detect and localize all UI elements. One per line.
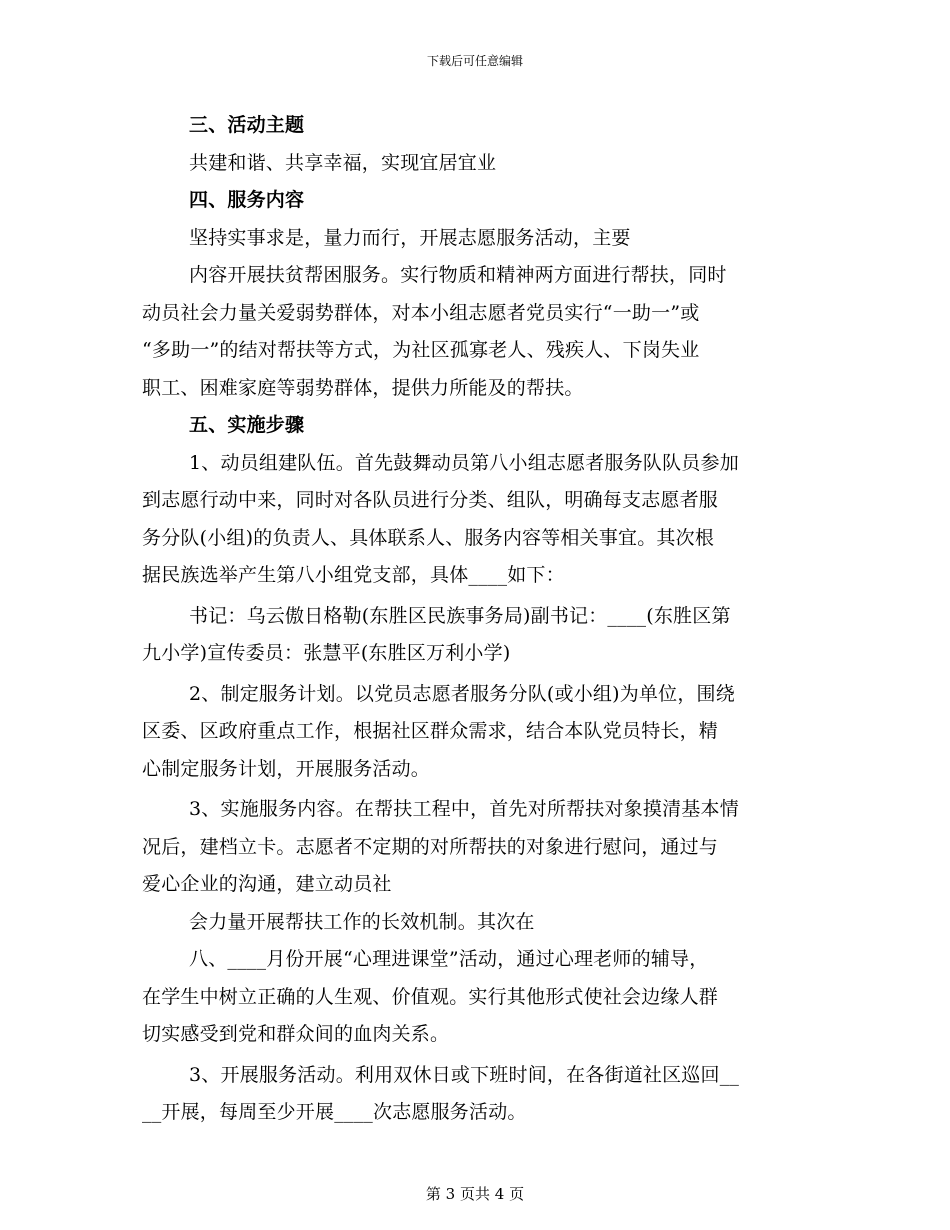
paragraph-line: 区委、区政府重点工作，根据社区群众需求，结合本队党员特长，精 <box>142 720 719 742</box>
paragraph-line: 动员社会力量关爱弱势群体，对本小组志愿者党员实行“一助一”或 <box>142 301 700 324</box>
paragraph-line: 爱心企业的沟通，建立动员社 <box>142 873 392 895</box>
paragraph-line: __开展，每周至少开展____次志愿服务活动。 <box>142 1101 527 1123</box>
paragraph-line: 3、实施服务内容。在帮扶工程中，首先对所帮扶对象摸清基本情 <box>189 798 739 820</box>
paragraph-line: 据民族选举产生第八小组党支部，具体____如下： <box>142 564 565 586</box>
paragraph-line: 务分队(小组)的负责人、具体联系人、服务内容等相关事宜。其次根 <box>142 526 715 549</box>
paragraph-line: 1、动员组建队伍。首先鼓舞动员第八小组志愿者服务队队员参加 <box>189 451 739 474</box>
paragraph-line: 会力量开展帮扶工作的长效机制。其次在 <box>189 910 535 933</box>
paragraph-line: 九小学)宣传委员：张慧平(东胜区万利小学) <box>142 642 511 664</box>
paragraph-line: 书记：乌云傲日格勒(东胜区民族事务局)副书记：____(东胜区第 <box>189 604 731 627</box>
section-heading-implementation-steps: 五、实施步骤 <box>189 414 305 436</box>
page-footer: 第 3 页共 4 页 <box>425 1185 525 1203</box>
paragraph-line: 到志愿行动中来，同时对各队员进行分类、组队，明确每支志愿者服 <box>142 489 719 511</box>
paragraph-line: 心制定服务计划，开展服务活动。 <box>142 757 431 780</box>
paragraph-line: 2、制定服务计划。以党员志愿者服务分队(或小组)为单位，围绕 <box>189 682 735 705</box>
paragraph-line: 八、____月份开展“心理进课堂”活动，通过心理老师的辅导， <box>189 948 709 970</box>
document-body <box>142 107 822 1132</box>
paragraph-line: 内容开展扶贫帮困服务。实行物质和精神两方面进行帮扶，同时 <box>189 264 727 286</box>
page-header: 下载后可任意编辑 <box>426 54 523 68</box>
paragraph-line: 职工、困难家庭等弱势群体，提供力所能及的帮扶。 <box>142 376 584 399</box>
paragraph-line: “多助一”的结对帮扶等方式，为社区孤寡老人、残疾人、下岗失业 <box>142 339 700 361</box>
paragraph-line: 在学生中树立正确的人生观、价值观。实行其他形式使社会边缘人群 <box>142 985 719 1008</box>
paragraph-line: 况后，建档立卡。志愿者不定期的对所帮扶的对象进行慰问，通过与 <box>142 835 719 858</box>
paragraph-line: 共建和谐、共享幸福，实现宜居宜业 <box>189 151 497 174</box>
section-heading-theme: 三、活动主题 <box>189 114 305 136</box>
paragraph-line: 切实感受到党和群众间的血肉关系。 <box>142 1023 450 1045</box>
paragraph-line: 3、开展服务活动。利用双休日或下班时间，在各街道社区巡回__ <box>189 1063 740 1086</box>
section-heading-service-content: 四、服务内容 <box>189 189 305 211</box>
paragraph-line: 坚持实事求是，量力而行，开展志愿服务活动，主要 <box>189 226 631 249</box>
